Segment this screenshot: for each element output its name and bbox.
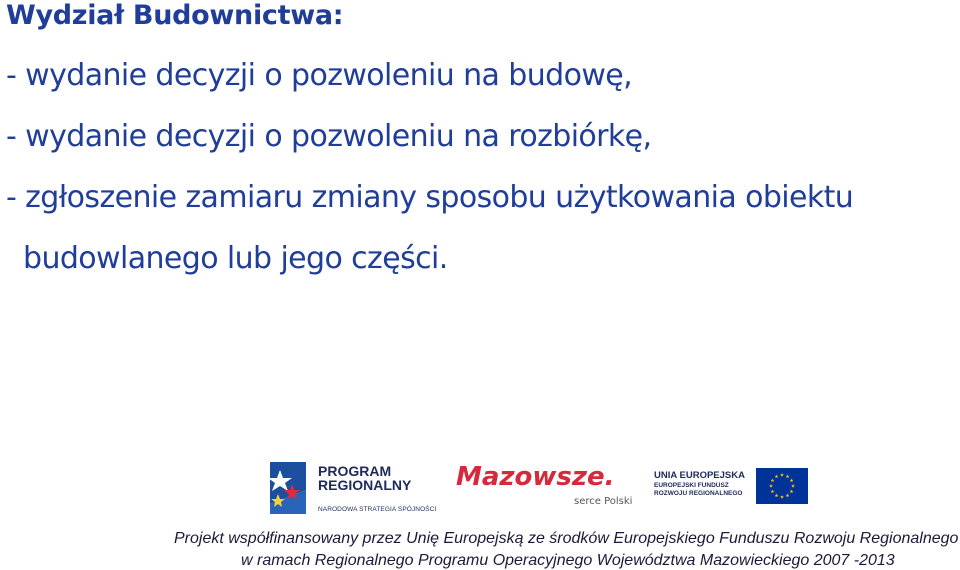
mazowsze-wordmark: Mazowsze. (456, 462, 615, 492)
eu-logo (654, 466, 814, 506)
eu-title: UNIA EUROPEJSKA (654, 470, 745, 481)
list-item (6, 56, 956, 96)
eu-line3: ROZWOJU REGIONALNEGO (654, 490, 743, 497)
eu-flag-icon (756, 468, 808, 504)
footer-line2: w ramach Regionalnego Programu Operacyjnego Województwa Mazowieckiego 2007 -2013 (241, 552, 895, 569)
mazowsze-tagline: serce Polski (574, 496, 633, 507)
footer-line1: Projekt współfinansowany przez Unię Europejską ze środków Europejskiego Funduszu Rozwoju Regionalnego (174, 530, 959, 547)
eu-line2: EUROPEJSKI FUNDUSZ (654, 482, 729, 489)
logos-band (244, 452, 812, 524)
mazowsze-logo (456, 462, 636, 518)
program-line1: PROGRAM (318, 463, 392, 479)
program-regionalny-logo (266, 458, 436, 520)
list-item-text: - zgłoszenie zamiaru zmiany sposobu użytkowania obiektu (6, 180, 854, 215)
list-item (6, 178, 956, 279)
list-item (6, 117, 956, 157)
list-item-text: - wydanie decyzji o pozwoleniu na budowę, (6, 58, 633, 93)
eu-logo-text (654, 470, 745, 498)
slide-heading: Wydział Budownictwa: (6, 0, 344, 31)
program-regionalny-title (318, 464, 411, 492)
program-regionalny-subtitle: NARODOWA STRATEGIA SPÓJNOŚCI (318, 506, 437, 513)
list-item-text: - wydanie decyzji o pozwoleniu na rozbiórkę, (6, 119, 652, 154)
program-regionalny-logo-icon (266, 460, 310, 516)
program-line2: REGIONALNY (318, 477, 412, 493)
list-item-continuation: budowlanego lub jego części. (23, 241, 448, 276)
task-list (6, 56, 956, 300)
